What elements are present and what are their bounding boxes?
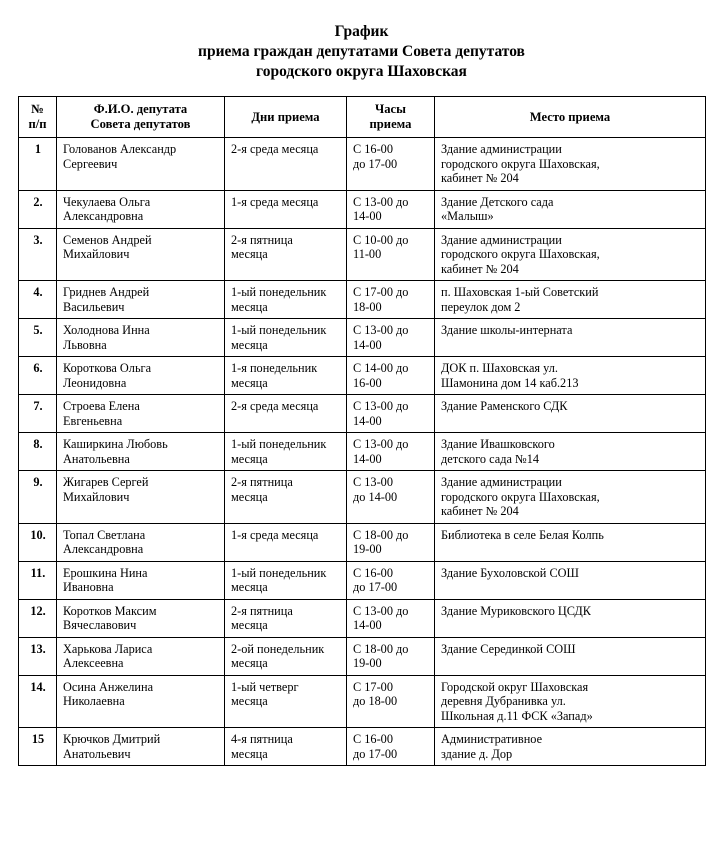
reception-place: Здание администрации городского округа Шаховская, кабинет № 204 — [435, 228, 706, 281]
row-number: 13. — [19, 637, 57, 675]
reception-days: 1-я среда месяца — [225, 190, 347, 228]
table-body — [19, 138, 706, 766]
reception-days: 2-я среда месяца — [225, 138, 347, 191]
reception-place: Здание Детского сада «Малыш» — [435, 190, 706, 228]
deputy-name: Харькова Лариса Алексеевна — [57, 637, 225, 675]
reception-place: Здание Раменского СДК — [435, 395, 706, 433]
row-number: 8. — [19, 433, 57, 471]
reception-hours: С 18-00 до 19-00 — [347, 523, 435, 561]
reception-days: 1-ый понедельник месяца — [225, 561, 347, 599]
reception-days: 2-ой понедельник месяца — [225, 637, 347, 675]
table-row — [19, 599, 706, 637]
table-row — [19, 471, 706, 524]
reception-days: 1-ый понедельник месяца — [225, 433, 347, 471]
deputy-name: Чекулаева Ольга Александровна — [57, 190, 225, 228]
table-row — [19, 281, 706, 319]
table-row — [19, 433, 706, 471]
deputy-name: Строева Елена Евгеньевна — [57, 395, 225, 433]
row-number: 6. — [19, 357, 57, 395]
row-number: 12. — [19, 599, 57, 637]
column-header-deputy-name: Ф.И.О. депутата Совета депутатов — [57, 97, 225, 138]
deputy-name: Жигарев Сергей Михайлович — [57, 471, 225, 524]
deputy-name: Семенов Андрей Михайлович — [57, 228, 225, 281]
row-number: 4. — [19, 281, 57, 319]
column-header-days: Дни приема — [225, 97, 347, 138]
reception-hours: С 10-00 до 11-00 — [347, 228, 435, 281]
reception-place: Городской округ Шаховская деревня Дубранивка ул. Школьная д.11 ФСК «Запад» — [435, 675, 706, 728]
table-row — [19, 190, 706, 228]
reception-place: ДОК п. Шаховская ул. Шамонина дом 14 каб.213 — [435, 357, 706, 395]
reception-days: 1-ый понедельник месяца — [225, 319, 347, 357]
reception-place: Здание Ивашковского детского сада №14 — [435, 433, 706, 471]
reception-days: 1-ый четверг месяца — [225, 675, 347, 728]
table-row — [19, 675, 706, 728]
table-row — [19, 138, 706, 191]
reception-days: 1-я понедельник месяца — [225, 357, 347, 395]
reception-place: Административное здание д. Дор — [435, 728, 706, 766]
row-number: 1 — [19, 138, 57, 191]
row-number: 5. — [19, 319, 57, 357]
reception-days: 2-я среда месяца — [225, 395, 347, 433]
reception-hours: С 13-00 до 14-00 — [347, 395, 435, 433]
deputy-name: Каширкина Любовь Анатольевна — [57, 433, 225, 471]
reception-hours: С 16-00 до 17-00 — [347, 728, 435, 766]
reception-hours: С 13-00 до 14-00 — [347, 319, 435, 357]
column-header-number: № п/п — [19, 97, 57, 138]
deputy-name: Ерошкина Нина Ивановна — [57, 561, 225, 599]
reception-hours: С 16-00 до 17-00 — [347, 561, 435, 599]
reception-days: 1-ый понедельник месяца — [225, 281, 347, 319]
reception-days: 1-я среда месяца — [225, 523, 347, 561]
deputy-name: Голованов Александр Сергеевич — [57, 138, 225, 191]
deputy-name: Короткова Ольга Леонидовна — [57, 357, 225, 395]
table-row — [19, 637, 706, 675]
reception-place: Здание администрации городского округа Шаховская, кабинет № 204 — [435, 471, 706, 524]
column-header-hours: Часы приема — [347, 97, 435, 138]
reception-place: Здание Бухоловской СОШ — [435, 561, 706, 599]
reception-hours: С 14-00 до 16-00 — [347, 357, 435, 395]
title-line-1: График — [334, 23, 389, 40]
deputy-name: Топал Светлана Александровна — [57, 523, 225, 561]
reception-place: Здание Серединкой СОШ — [435, 637, 706, 675]
reception-place: Библиотека в селе Белая Колпь — [435, 523, 706, 561]
reception-hours: С 17-00 до 18-00 — [347, 675, 435, 728]
row-number: 10. — [19, 523, 57, 561]
table-row — [19, 561, 706, 599]
reception-days: 2-я пятница месяца — [225, 471, 347, 524]
table-row — [19, 395, 706, 433]
page-title — [18, 22, 705, 82]
deputy-name: Крючков Дмитрий Анатольевич — [57, 728, 225, 766]
row-number: 11. — [19, 561, 57, 599]
reception-place: Здание школы-интерната — [435, 319, 706, 357]
deputy-name: Гриднев Андрей Васильевич — [57, 281, 225, 319]
table-row — [19, 728, 706, 766]
table-header — [19, 97, 706, 138]
reception-place: Здание администрации городского округа Шаховская, кабинет № 204 — [435, 138, 706, 191]
reception-days: 2-я пятница месяца — [225, 228, 347, 281]
reception-schedule-table — [18, 96, 706, 766]
row-number: 7. — [19, 395, 57, 433]
column-header-place: Место приема — [435, 97, 706, 138]
title-line-3: городского округа Шаховская — [256, 63, 467, 80]
reception-hours: С 17-00 до 18-00 — [347, 281, 435, 319]
reception-place: п. Шаховская 1-ый Советский переулок дом 2 — [435, 281, 706, 319]
deputy-name: Коротков Максим Вячеславович — [57, 599, 225, 637]
title-line-2: приема граждан депутатами Совета депутатов — [198, 43, 525, 60]
reception-hours: С 13-00 до 14-00 — [347, 433, 435, 471]
reception-place: Здание Муриковского ЦСДК — [435, 599, 706, 637]
table-row — [19, 523, 706, 561]
row-number: 2. — [19, 190, 57, 228]
table-row — [19, 319, 706, 357]
row-number: 9. — [19, 471, 57, 524]
table-row — [19, 357, 706, 395]
reception-hours: С 18-00 до 19-00 — [347, 637, 435, 675]
deputy-name: Осина Анжелина Николаевна — [57, 675, 225, 728]
table-row — [19, 228, 706, 281]
reception-days: 2-я пятница месяца — [225, 599, 347, 637]
deputy-name: Холоднова Инна Львовна — [57, 319, 225, 357]
table-header-row — [19, 97, 706, 138]
row-number: 14. — [19, 675, 57, 728]
reception-hours: С 13-00 до 14-00 — [347, 190, 435, 228]
reception-hours: С 16-00 до 17-00 — [347, 138, 435, 191]
reception-hours: С 13-00 до 14-00 — [347, 471, 435, 524]
reception-days: 4-я пятница месяца — [225, 728, 347, 766]
row-number: 15 — [19, 728, 57, 766]
reception-hours: С 13-00 до 14-00 — [347, 599, 435, 637]
row-number: 3. — [19, 228, 57, 281]
